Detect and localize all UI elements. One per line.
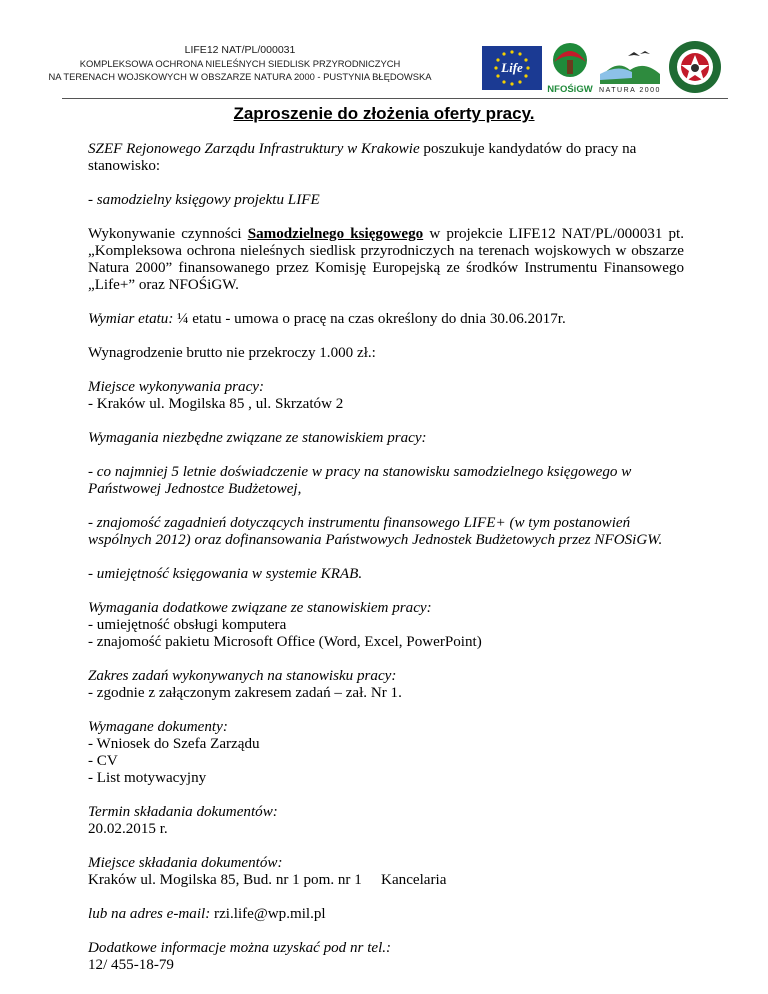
nfosigw-logo — [546, 40, 594, 96]
description-role: Samodzielnego księgowego — [247, 226, 424, 242]
wymiar-value: ¼ etatu - umowa o pracę na czas określony do dnia 30.06.2017r. — [173, 311, 566, 327]
phone-paragraph — [88, 940, 684, 974]
header-divider — [62, 98, 728, 99]
eu-life-logo — [482, 46, 542, 90]
intro-rest: poszukuje kandydatów do pracy na stanowisko: — [88, 141, 637, 174]
position-title: - samodzielny księgowy projektu LIFE — [88, 192, 320, 208]
nfosigw-logo-text: NFOŚiGW — [547, 84, 593, 95]
wymiar-label: Wymiar etatu: — [88, 311, 174, 327]
required-item: - umiejętność księgowania w systemie KRAB. — [88, 566, 363, 582]
place-label: Miejsce wykonywania pracy: — [88, 379, 265, 395]
documents-item: - CV — [88, 753, 118, 769]
project-code: LIFE12 NAT/PL/000031 — [184, 44, 296, 56]
submit-place-value: Kraków ul. Mogilska 85, Bud. nr 1 pom. nr 1 Kancelaria — [88, 872, 431, 888]
email-paragraph — [88, 906, 684, 923]
natura-logo-text: NATURA 2000 — [599, 87, 661, 94]
documents-paragraph — [88, 719, 684, 787]
documents-item: - List motywacyjny — [88, 770, 207, 786]
military-seal-logo — [668, 40, 722, 94]
description-paragraph — [88, 226, 684, 294]
header-line-2: NA TERENACH WOJSKOWYCH W OBSZARZE NATURA 2000 - PUSTYNIA BŁĘDOWSKA — [48, 71, 432, 82]
scope-value: - zgodnie z załączonym zakresem zadań – zał. Nr 1. — [88, 685, 402, 701]
life-logo-text: Life — [501, 60, 523, 75]
documents-item: - Wniosek do Szefa Zarządu — [88, 736, 260, 752]
phone-label: Dodatkowe informacje można uzyskać pod nr tel.: — [88, 940, 392, 956]
email-value[interactable]: rzi.life@wp.mil.pl — [210, 906, 326, 922]
additional-paragraph — [88, 600, 684, 651]
description-after: w projekcie LIFE12 NAT/PL/000031 pt.„Kompleksowa ochrona nieleśnych siedlisk przyrodniczych na terenach wojskowych w obszarze Natura 2000” finansowanego przez Komisję Europejską ze środków Instrumentu Finansowego „Life+” oraz NFOŚiGW. — [88, 226, 684, 293]
email-label: lub na adres e-mail: — [88, 906, 211, 922]
scope-paragraph — [88, 668, 684, 702]
required-item: - znajomość zagadnień dotyczących instrumentu finansowego LIFE+ (w tym postanowień wspólnych 2012) oraz dofinansowania Państwowych Jednostek Budżetowych przez NFOSiGW. — [88, 515, 663, 548]
phone-value: 12/ 455-18-79 — [88, 957, 174, 973]
header-line-1: KOMPLEKSOWA OCHRONA NIELEŚNYCH SIEDLISK PRZYRODNICZYCH — [79, 58, 401, 69]
document-body — [88, 141, 684, 974]
scope-label: Zakres zadań wykonywanych na stanowisku pracy: — [88, 668, 397, 684]
description-before: Wykonywanie czynności — [88, 226, 248, 242]
deadline-label: Termin składania dokumentów: — [88, 804, 278, 820]
salary-paragraph: Wynagrodzenie brutto nie przekroczy 1.000 zł.: — [88, 345, 376, 361]
required-item: - co najmniej 5 letnie doświadczenie w pracy na stanowisku samodzielnego księgowego w Państwowej Jednostce Budżetowej, — [88, 464, 632, 497]
wymiar-paragraph — [88, 311, 684, 328]
natura-2000-logo — [598, 44, 662, 94]
logos — [482, 40, 722, 96]
documents-label: Wymagane dokumenty: — [88, 719, 228, 735]
required-label: Wymagania niezbędne związane ze stanowiskiem pracy: — [88, 430, 427, 446]
additional-label: Wymagania dodatkowe związane ze stanowiskiem pracy: — [88, 600, 432, 616]
additional-item: - umiejętność obsługi komputera — [88, 617, 287, 633]
submit-place-label: Miejsce składania dokumentów: — [88, 855, 283, 871]
deadline-paragraph — [88, 804, 684, 838]
submit-place-paragraph — [88, 855, 684, 889]
intro-paragraph — [88, 141, 684, 175]
header-text — [0, 44, 480, 83]
deadline-value: 20.02.2015 r. — [88, 821, 168, 837]
additional-item: - znajomość pakietu Microsoft Office (Word, Excel, PowerPoint) — [88, 634, 482, 650]
place-paragraph — [88, 379, 684, 413]
place-value: - Kraków ul. Mogilska 85 , ul. Skrzatów 2 — [88, 396, 344, 412]
intro-employer: SZEF Rejonowego Zarządu Infrastruktury w Krakowie — [88, 141, 420, 157]
document-title: Zaproszenie do złożenia oferty pracy. — [233, 104, 535, 123]
